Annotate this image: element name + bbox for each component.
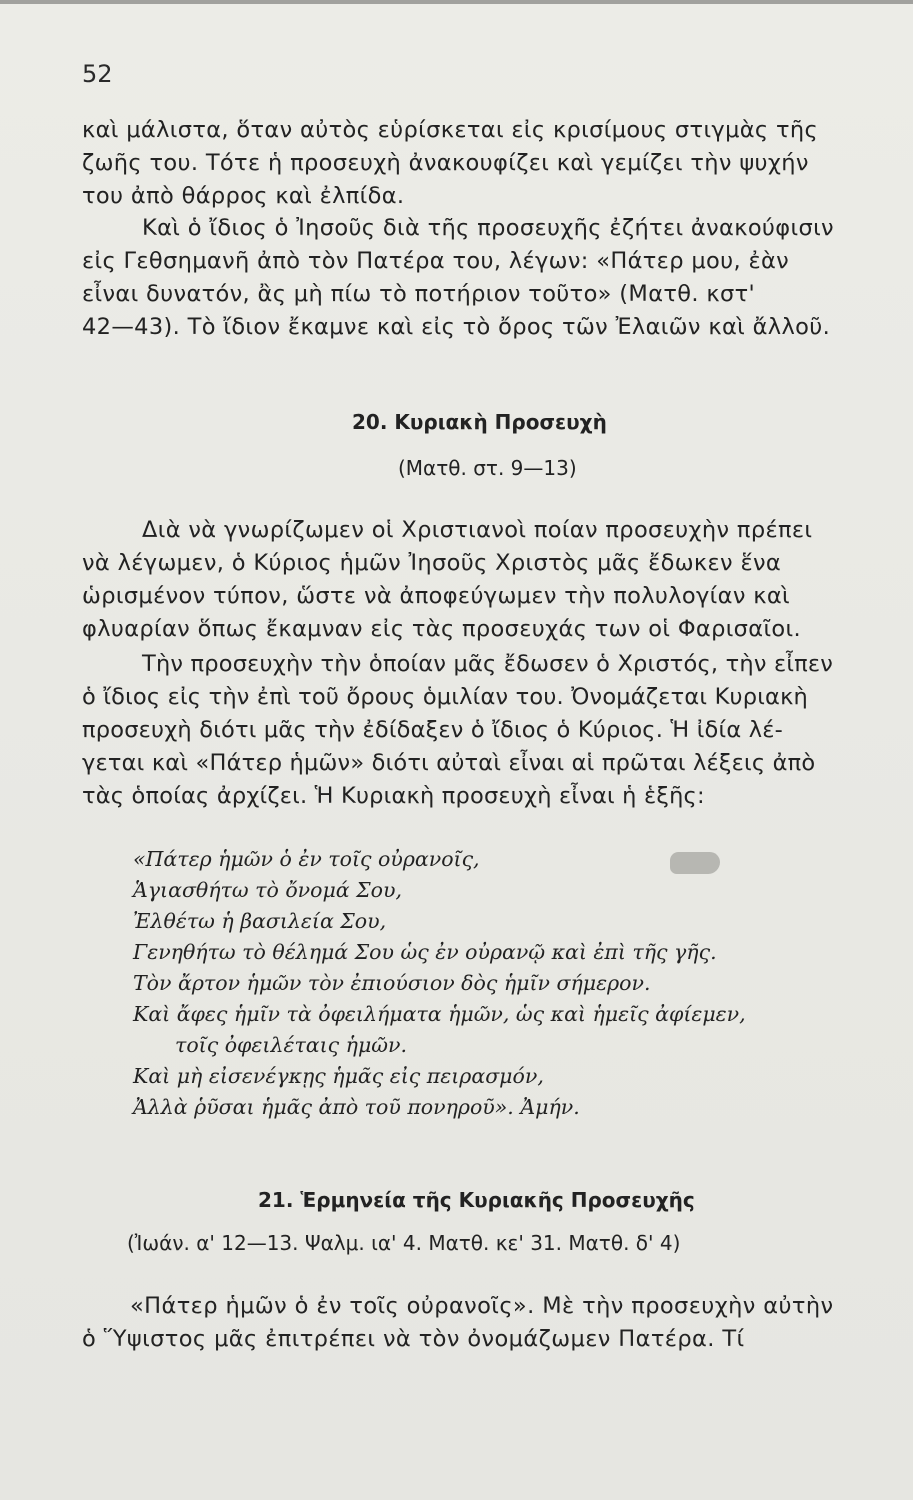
prayer-line: Καὶ μὴ εἰσενέγκῃς ἡμᾶς εἰς πειρασμόν, (133, 1064, 544, 1088)
text-line: εἶναι δυνατόν, ἂς μὴ πίω τὸ ποτήριον τοῦτο» (Ματθ. κστ' (82, 281, 756, 307)
text-line: νὰ λέγωμεν, ὁ Κύριος ἡμῶν Ἰησοῦς Χριστὸς μᾶς ἔδωκεν ἕνα (82, 550, 782, 576)
page-number: 52 (82, 60, 113, 88)
text-line: γεται καὶ «Πάτερ ἡμῶν» διότι αὐταὶ εἶναι αἱ πρῶται λέξεις ἀπὸ (82, 750, 816, 776)
top-edge-mark (0, 0, 913, 4)
prayer-line: «Πάτερ ἡμῶν ὁ ἐν τοῖς οὐρανοῖς, (133, 847, 480, 871)
text-line: εἰς Γεθσημανῆ ἀπὸ τὸν Πατέρα του, λέγων: «Πάτερ μου, ἐὰν (82, 248, 790, 274)
section-21-paragraph (82, 1290, 872, 1356)
text-line: τὰς ὁποίας ἀρχίζει. Ἡ Κυριακὴ προσευχὴ εἶναι ἡ ἑξῆς: (82, 783, 705, 809)
text-line: προσευχὴ διότι μᾶς τὴν ἐδίδαξεν ὁ ἴδιος ὁ Κύριος. Ἡ ἰδία λέ- (82, 717, 783, 743)
text-line: Καὶ ὁ ἴδιος ὁ Ἰησοῦς διὰ τῆς προσευχῆς ἐζήτει ἀνακούφισιν (142, 215, 834, 241)
section-20-paragraph-1 (82, 514, 872, 646)
text-line: 42—43). Τὸ ἴδιον ἔκαμνε καὶ εἰς τὸ ὄρος τῶν Ἐλαιῶν καὶ ἄλλοῦ. (82, 314, 831, 340)
text-line: ὁ Ὕψιστος μᾶς ἐπιτρέπει νὰ τὸν ὀνομάζωμεν Πατέρα. Τί (82, 1326, 745, 1352)
section-20-heading: 20. Κυριακὴ Προσευχὴ (352, 410, 607, 434)
prayer-line: τοῖς ὀφειλέταις ἡμῶν. (175, 1033, 407, 1057)
section-21-heading: 21. Ἑρμηνεία τῆς Κυριακῆς Προσευχῆς (258, 1188, 695, 1212)
intro-paragraph (82, 114, 872, 213)
text-line: του ἀπὸ θάρρος καὶ ἐλπίδα. (82, 183, 405, 209)
prayer-line: Τὸν ἄρτον ἡμῶν τὸν ἐπιούσιον δὸς ἡμῖν σήμερον. (133, 971, 651, 995)
text-line: ὡρισμένον τύπον, ὥστε νὰ ἀποφεύγωμεν τὴν πολυλογίαν καὶ (82, 583, 791, 609)
prayer-line: Καὶ ἄφες ἡμῖν τὰ ὀφειλήματα ἡμῶν, ὡς καὶ ἡμεῖς ἀφίεμεν, (133, 1002, 746, 1026)
prayer-line: Ἁγιασθήτω τὸ ὄνομά Σου, (133, 878, 402, 902)
text-line: φλυαρίαν ὅπως ἔκαμναν εἰς τὰς προσευχάς των οἱ Φαρισαῖοι. (82, 616, 802, 642)
section-20-reference: (Ματθ. στ. 9—13) (398, 456, 577, 480)
text-line: Τὴν προσευχὴν τὴν ὁποίαν μᾶς ἔδωσεν ὁ Χριστός, τὴν εἶπεν (142, 651, 834, 677)
text-line: καὶ μάλιστα, ὅταν αὐτὸς εὑρίσκεται εἰς κρισίμους στιγμὰς τῆς (82, 117, 819, 143)
prayer-line: Γενηθήτω τὸ θέλημά Σου ὡς ἐν οὐρανῷ καὶ ἐπὶ τῆς γῆς. (133, 940, 717, 964)
text-line: ὁ ἴδιος εἰς τὴν ἐπὶ τοῦ ὄρους ὁμιλίαν του. Ὀνομάζεται Κυριακὴ (82, 684, 808, 710)
prayer-line: Ἐλθέτω ἡ βασιλεία Σου, (133, 909, 387, 933)
section-21-reference: (Ἰωάν. α' 12—13. Ψαλμ. ια' 4. Ματθ. κε' 31. Ματθ. δ' 4) (127, 1231, 681, 1255)
section-20-paragraph-2 (82, 648, 872, 813)
text-line: Διὰ νὰ γνωρίζωμεν οἱ Χριστιανοὶ ποίαν προσευχὴν πρέπει (142, 517, 813, 543)
prayer-line: Ἀλλὰ ῥῦσαι ἡμᾶς ἀπὸ τοῦ πονηροῦ». Ἀμήν. (133, 1095, 580, 1119)
jesus-prayer-paragraph (82, 212, 872, 344)
text-line: «Πάτερ ἡμῶν ὁ ἐν τοῖς οὐρανοῖς». Μὲ τὴν προσευχὴν αὐτὴν (130, 1293, 834, 1319)
lords-prayer-text (133, 844, 873, 1123)
text-line: ζωῆς του. Τότε ἡ προσευχὴ ἀνακουφίζει καὶ γεμίζει τὴν ψυχήν (82, 150, 809, 176)
